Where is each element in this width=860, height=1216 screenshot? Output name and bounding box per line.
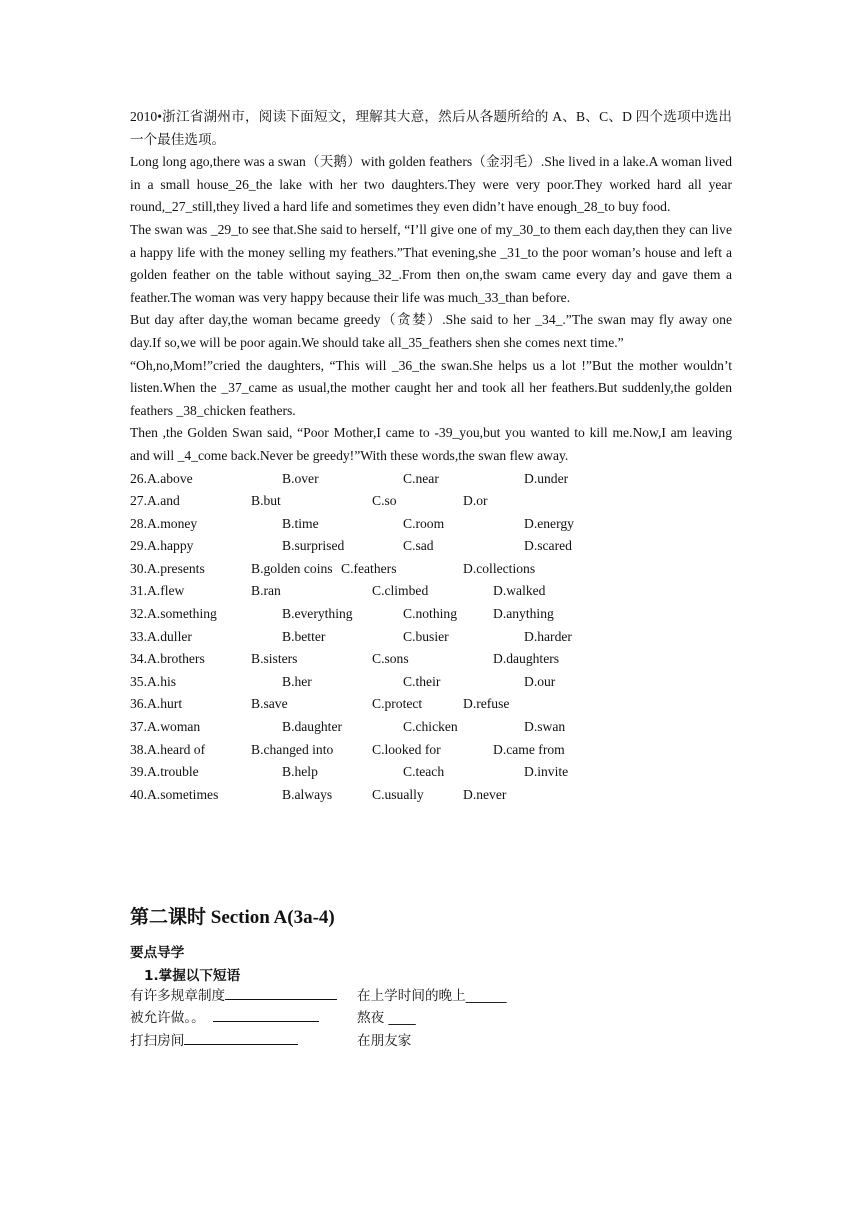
fill-blank[interactable] xyxy=(213,1009,319,1022)
option-c: C.feathers xyxy=(341,560,397,576)
option-b: B.help xyxy=(282,764,318,780)
option-b: B.but xyxy=(251,493,281,509)
option-a: 37.A.woman xyxy=(130,719,201,735)
option-c: C.nothing xyxy=(403,606,458,622)
answer-options xyxy=(130,468,732,807)
option-b: B.ran xyxy=(251,583,281,599)
passage-paragraph: But day after day,the woman became greedy（贪婪）.She said to her _34_.”The swan may fly away one day.If so,we will be poor again.We should take all_35_feathers shen she comes next time.” xyxy=(130,312,732,350)
option-row xyxy=(130,671,732,694)
option-a: 30.A.presents xyxy=(130,560,205,576)
option-d: D.harder xyxy=(524,628,572,644)
passage-paragraph: The swan was _29_to see that.She said to herself, “I’ll give one of my_30_to them each day,then they can live a happy life with the money selling my feathers.”That evening,she _31_to the poor woman’s house and left a golden feather on the table without saying_32_.From then on,the swam came every day and gave them a feather.The woman was very happy because their life was much_33_than before. xyxy=(130,221,732,305)
option-d: D.collections xyxy=(463,560,536,576)
option-c: C.chicken xyxy=(403,719,458,735)
option-b: B.changed into xyxy=(251,741,334,757)
option-b: B.sisters xyxy=(251,651,298,667)
option-row xyxy=(130,626,732,649)
option-b: B.everything xyxy=(282,606,353,622)
option-row xyxy=(130,784,732,807)
option-a: 33.A.duller xyxy=(130,628,192,644)
option-d: D.our xyxy=(524,673,556,689)
option-d: D.anything xyxy=(493,606,554,622)
option-c: C.teach xyxy=(403,764,445,780)
fill-blank[interactable] xyxy=(225,987,337,1000)
option-c: C.climbed xyxy=(372,583,429,599)
option-row xyxy=(130,468,732,491)
option-d: D.never xyxy=(463,786,507,802)
option-b: B.her xyxy=(282,673,312,689)
option-a: 40.A.sometimes xyxy=(130,786,219,802)
option-row xyxy=(130,739,732,762)
option-b: B.daughter xyxy=(282,719,343,735)
option-c: C.near xyxy=(403,470,439,486)
option-a: 27.A.and xyxy=(130,493,180,509)
option-a: 31.A.flew xyxy=(130,583,185,599)
passage-paragraph: “Oh,no,Mom!”cried the daughters, “This will _36_the swan.She helps us a lot !”But the mother wouldn’t listen.When the _37_came as usual,the mother caught her and took all her feathers.But suddenly,the golden feathers _38_chicken feathers. xyxy=(130,357,732,418)
option-c: C.room xyxy=(403,515,445,531)
option-row xyxy=(130,513,732,536)
option-c: C.usually xyxy=(372,786,424,802)
option-d: D.under xyxy=(524,470,569,486)
option-c: C.sons xyxy=(372,651,409,667)
option-d: D.energy xyxy=(524,515,574,531)
option-c: C.their xyxy=(403,673,441,689)
option-d: D.or xyxy=(463,493,488,509)
option-a: 28.A.money xyxy=(130,515,198,531)
phrase-item: 在朋友家 xyxy=(357,1033,412,1049)
option-row xyxy=(130,603,732,626)
option-row xyxy=(130,558,732,581)
phrase-item xyxy=(130,1030,298,1052)
phrase-item: 在上学时间的晚上______ xyxy=(357,988,507,1004)
option-row xyxy=(130,648,732,671)
option-row xyxy=(130,535,732,558)
exercise-intro: 2010•浙江省湖州市，阅读下面短文，理解其大意，然后从各题所给的 A、B、C、D 四个选项中选出一个最佳选项。 xyxy=(130,109,732,147)
option-d: D.scared xyxy=(524,538,572,554)
option-b: B.better xyxy=(282,628,326,644)
option-a: 32.A.something xyxy=(130,606,217,622)
option-d: D.daughters xyxy=(493,651,560,667)
option-a: 34.A.brothers xyxy=(130,651,205,667)
phrase-item: 熬夜 ____ xyxy=(357,1010,416,1026)
option-a: 29.A.happy xyxy=(130,538,194,554)
option-c: C.sad xyxy=(403,538,434,554)
option-d: D.walked xyxy=(493,583,546,599)
option-a: 35.A.his xyxy=(130,673,177,689)
option-a: 38.A.heard of xyxy=(130,741,206,757)
option-b: B.save xyxy=(251,696,288,712)
passage-paragraph: Then ,the Golden Swan said, “Poor Mother,I came to -39_you,but you wanted to kill me.Now,I am leaving and will _4_come back.Never be greedy!”With these words,the swan flew away. xyxy=(130,425,732,463)
phrase-text: 有许多规章制度 xyxy=(130,988,226,1004)
option-b: B.always xyxy=(282,786,333,802)
phrases-heading: 1.掌握以下短语 xyxy=(144,968,241,984)
option-c: C.looked for xyxy=(372,741,441,757)
option-b: B.over xyxy=(282,470,319,486)
key-points-heading: 要点导学 xyxy=(130,945,185,961)
option-row xyxy=(130,490,732,513)
option-row xyxy=(130,580,732,603)
phrase-text: 打扫房间 xyxy=(130,1033,185,1049)
phrase-item xyxy=(130,1007,319,1029)
phrase-text: 被允许做。。 xyxy=(130,1010,205,1026)
option-b: B.golden coins xyxy=(251,560,333,576)
option-c: C.so xyxy=(372,493,397,509)
option-row xyxy=(130,716,732,739)
fill-blank[interactable] xyxy=(184,1032,298,1045)
option-row xyxy=(130,693,732,716)
option-d: D.refuse xyxy=(463,696,510,712)
reading-passage xyxy=(130,106,732,806)
option-a: 36.A.hurt xyxy=(130,696,183,712)
option-c: C.protect xyxy=(372,696,423,712)
section-title: 第二课时 Section A(3a-4) xyxy=(130,907,335,928)
option-d: D.swan xyxy=(524,719,566,735)
option-b: B.time xyxy=(282,515,319,531)
option-b: B.surprised xyxy=(282,538,345,554)
phrase-item xyxy=(130,985,337,1007)
option-row xyxy=(130,761,732,784)
passage-paragraph: Long long ago,there was a swan（天鹅）with golden feathers（金羽毛）.She lived in a lake.A woman lived in a small house_26_the lake with her two daughters.They were very poor.They worked hard all year round,_27_still,they lived a hard life and sometimes they even didn’t have enough_28_to buy food. xyxy=(130,154,732,215)
option-d: D.invite xyxy=(524,764,569,780)
option-d: D.came from xyxy=(493,741,565,757)
option-a: 39.A.trouble xyxy=(130,764,199,780)
option-a: 26.A.above xyxy=(130,470,193,486)
option-c: C.busier xyxy=(403,628,449,644)
